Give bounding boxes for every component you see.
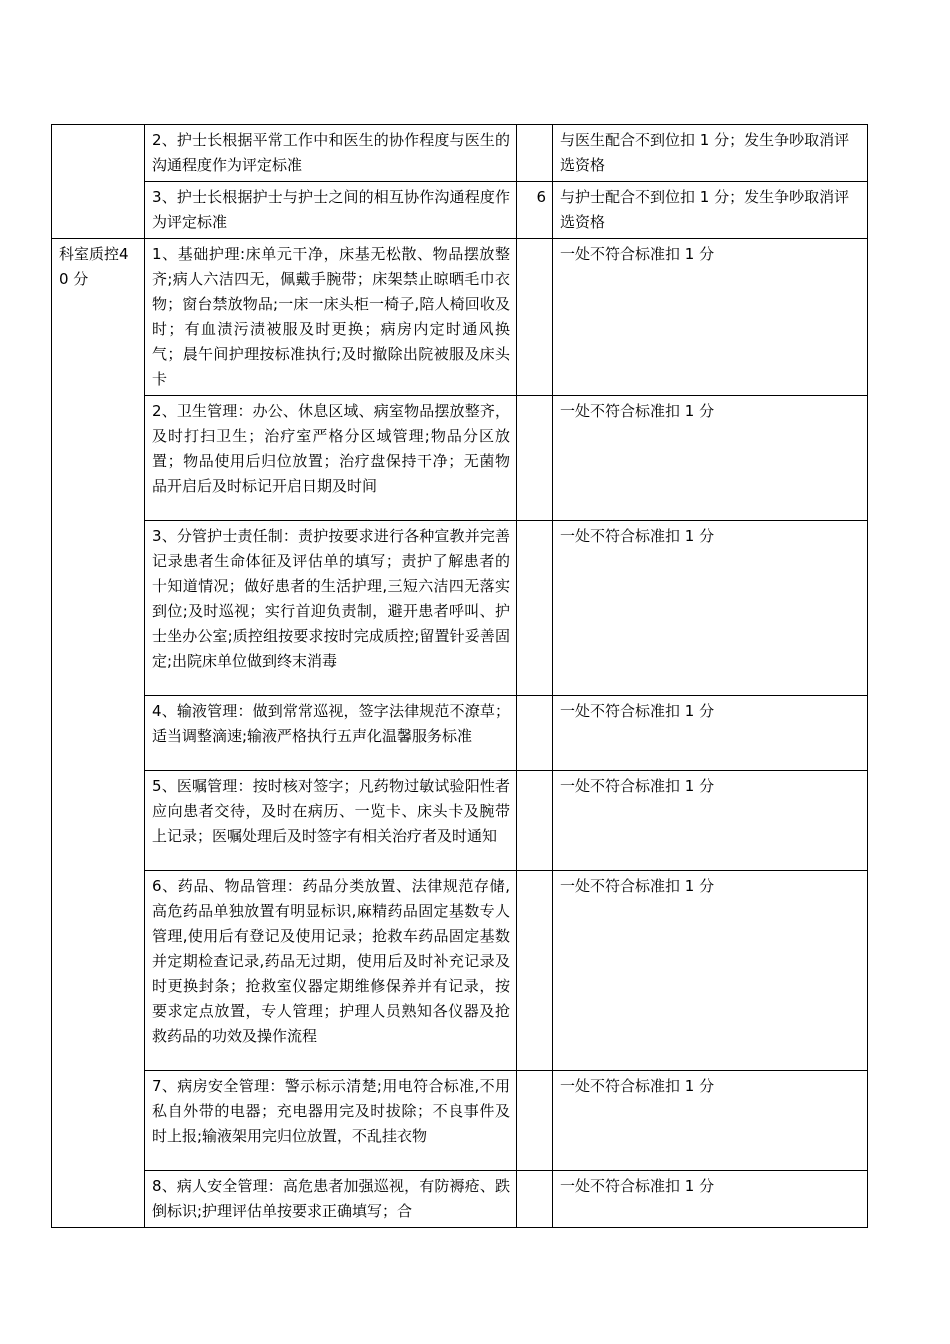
table-row bbox=[52, 771, 868, 871]
rule-cell: 一处不符合标准扣 1 分 bbox=[553, 1171, 868, 1228]
item-cell: 2、护士长根据平常工作中和医生的协作程度与医生的沟通程度作为评定标准 bbox=[145, 125, 517, 182]
item-cell: 2、卫生管理：办公、休息区域、病室物品摆放整齐，及时打扫卫生；治疗室严格分区域管理;物品分区放置；物品使用后归位放置；治疗盘保持干净；无菌物品开启后及时标记开启日期及时间 bbox=[145, 396, 517, 521]
table-row bbox=[52, 521, 868, 696]
item-cell: 3、护士长根据护士与护士之间的相互协作沟通程度作为评定标准 bbox=[145, 182, 517, 239]
item-cell: 5、医嘱管理：按时核对签字；凡药物过敏试验阳性者应向患者交待，及时在病历、一览卡、床头卡及腕带上记录；医嘱处理后及时签字有相关治疗者及时通知 bbox=[145, 771, 517, 871]
item-cell: 8、病人安全管理：高危患者加强巡视，有防褥疮、跌倒标识;护理评估单按要求正确填写；合 bbox=[145, 1171, 517, 1228]
rule-cell: 与医生配合不到位扣 1 分；发生争吵取消评选资格 bbox=[553, 125, 868, 182]
rule-cell: 一处不符合标准扣 1 分 bbox=[553, 521, 868, 696]
evaluation-table bbox=[51, 124, 868, 1228]
score-cell bbox=[517, 1171, 553, 1228]
rule-cell: 一处不符合标准扣 1 分 bbox=[553, 396, 868, 521]
rule-cell: 一处不符合标准扣 1 分 bbox=[553, 1071, 868, 1171]
rule-cell: 一处不符合标准扣 1 分 bbox=[553, 771, 868, 871]
score-cell bbox=[517, 1071, 553, 1171]
table-row bbox=[52, 239, 868, 396]
table-row bbox=[52, 1071, 868, 1171]
score-cell bbox=[517, 239, 553, 396]
table-row bbox=[52, 396, 868, 521]
score-cell bbox=[517, 771, 553, 871]
category-cell: 科室质控40 分 bbox=[52, 239, 145, 1228]
score-cell bbox=[517, 125, 553, 182]
score-cell bbox=[517, 396, 553, 521]
table-row bbox=[52, 1171, 868, 1228]
rule-cell: 一处不符合标准扣 1 分 bbox=[553, 871, 868, 1071]
item-cell: 4、输液管理：做到常常巡视，签字法律规范不潦草；适当调整滴速;输液严格执行五声化温馨服务标准 bbox=[145, 696, 517, 771]
rule-cell: 一处不符合标准扣 1 分 bbox=[553, 696, 868, 771]
category-cell bbox=[52, 125, 145, 239]
item-cell: 6、药品、物品管理：药品分类放置、法律规范存储,高危药品单独放置有明显标识,麻精药品固定基数专人管理,使用后有登记及使用记录；抢救车药品固定基数并定期检查记录,药品无过期，使用后及时补充记录及时更换封条；抢救室仪器定期维修保养并有记录，按要求定点放置，专人管理；护理人员熟知各仪器及抢救药品的功效及操作流程 bbox=[145, 871, 517, 1071]
score-cell bbox=[517, 871, 553, 1071]
score-cell bbox=[517, 521, 553, 696]
rule-cell: 与护士配合不到位扣 1 分；发生争吵取消评选资格 bbox=[553, 182, 868, 239]
table-row bbox=[52, 125, 868, 182]
table-row bbox=[52, 871, 868, 1071]
table-row bbox=[52, 182, 868, 239]
rule-cell: 一处不符合标准扣 1 分 bbox=[553, 239, 868, 396]
table-row bbox=[52, 696, 868, 771]
item-cell: 7、病房安全管理：警示标示清楚;用电符合标准,不用私自外带的电器；充电器用完及时拔除；不良事件及时上报;输液架用完归位放置，不乱挂衣物 bbox=[145, 1071, 517, 1171]
item-cell: 3、分管护士责任制：责护按要求进行各种宣教并完善记录患者生命体征及评估单的填写；责护了解患者的十知道情况；做好患者的生活护理,三短六洁四无落实到位;及时巡视；实行首迎负责制，避开患者呼叫、护士坐办公室;质控组按要求按时完成质控;留置针妥善固定;出院床单位做到终末消毒 bbox=[145, 521, 517, 696]
score-cell: 6 bbox=[517, 182, 553, 239]
score-cell bbox=[517, 696, 553, 771]
item-cell: 1、基础护理:床单元干净，床基无松散、物品摆放整齐;病人六洁四无，佩戴手腕带；床架禁止晾晒毛巾衣物；窗台禁放物品;一床一床头柜一椅子,陪人椅回收及时；有血渍污渍被服及时更换；病房内定时通风换气；晨午间护理按标准执行;及时撤除出院被服及床头卡 bbox=[145, 239, 517, 396]
